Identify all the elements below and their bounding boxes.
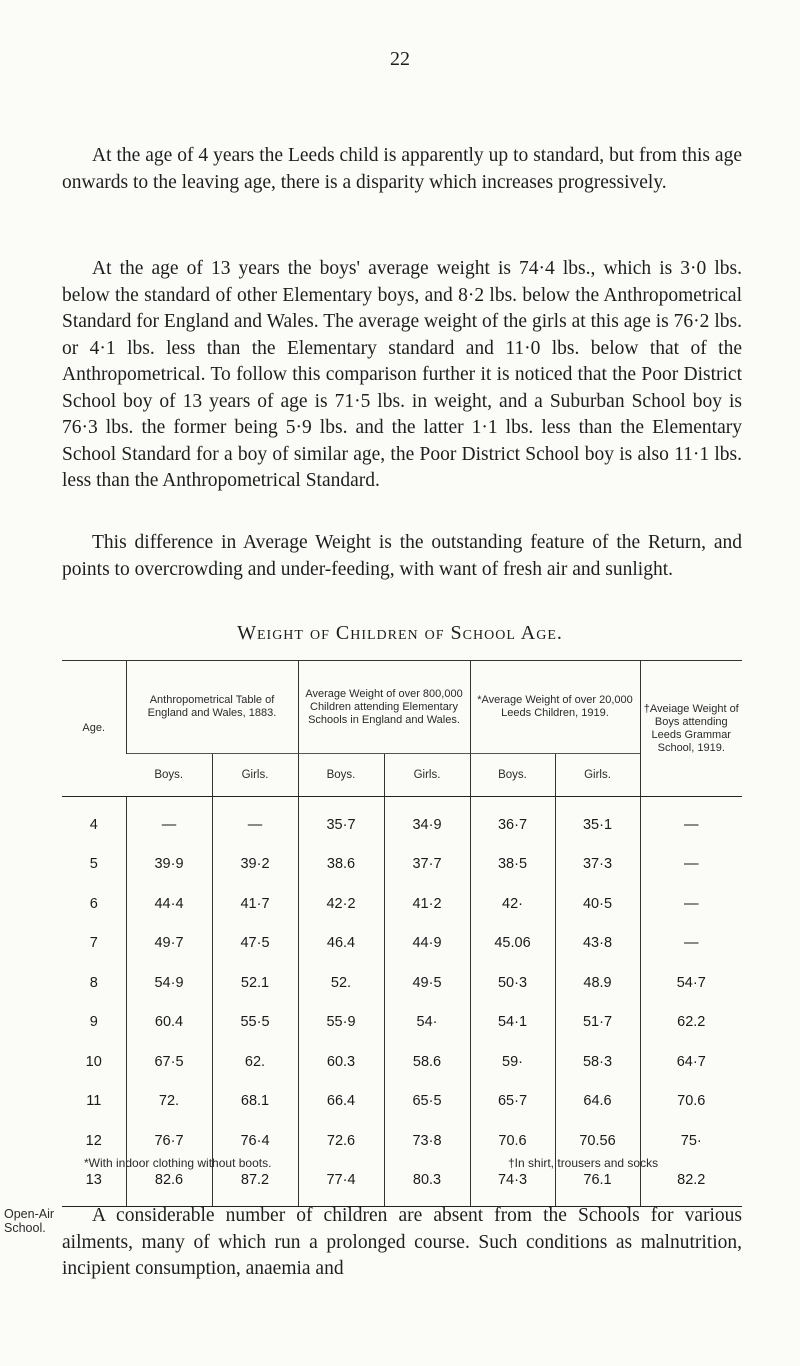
cell-leeds-girls: 58·3	[555, 1042, 640, 1082]
cell-anthro-boys: —	[126, 797, 212, 845]
cell-leeds-girls: 76.1	[555, 1161, 640, 1207]
header-age: Age.	[62, 661, 126, 797]
cell-leeds-girls: 37·3	[555, 845, 640, 885]
cell-leeds-girls: 51·7	[555, 1003, 640, 1043]
cell-grammar-boys: —	[640, 884, 742, 924]
table-row	[62, 797, 742, 845]
cell-leeds-boys: 74·3	[470, 1161, 555, 1207]
cell-grammar-boys: —	[640, 924, 742, 964]
cell-anthro-girls: 39·2	[212, 845, 298, 885]
cell-elementary-girls: 44·9	[384, 924, 470, 964]
cell-anthro-boys: 67·5	[126, 1042, 212, 1082]
cell-leeds-boys: 50·3	[470, 963, 555, 1003]
cell-anthro-boys: 76·7	[126, 1121, 212, 1161]
cell-age: 11	[86, 1093, 102, 1110]
cell-elementary-boys: 55·9	[298, 1003, 384, 1043]
cell-elementary-girls: 58.6	[384, 1042, 470, 1082]
cell-leeds-boys: 70.6	[470, 1121, 555, 1161]
cell-grammar-boys: 54·7	[640, 963, 742, 1003]
cell-leeds-boys: 59·	[470, 1042, 555, 1082]
cell-leeds-girls: 40·5	[555, 884, 640, 924]
cell-anthro-girls: 52.1	[212, 963, 298, 1003]
cell-leeds-boys: 42·	[470, 884, 555, 924]
table-row	[62, 845, 742, 885]
cell-elementary-girls: 41·2	[384, 884, 470, 924]
cell-anthro-girls: 68.1	[212, 1082, 298, 1122]
cell-elementary-girls: 73·8	[384, 1121, 470, 1161]
paragraph-age-13-weights: At the age of 13 years the boys' average weight is 74·4 lbs., which is 3·0 lbs. below the standard of other Elementary boys, and 8·2 lbs. below the Anthropometrical Standard for England and Wales. The average weight of the girls at this age is 76·2 lbs. or 4·1 lbs. less than the Elementary standard and 11·0 lbs. below that of the Anthropometrical. To follow this comparison further it is noticed that the Poor District School boy of 13 years of age is 71·5 lbs. in weight, and a Suburban School boy is 76·3 lbs. the former being 5·9 lbs. and the latter 1·1 lbs. less than the Elementary School Standard for a boy of similar age, the Poor District School boy is also 11·1 lbs. less than the Anthropometrical Standard.	[62, 258, 742, 491]
table-title: Weight of Children of School Age.	[237, 622, 563, 644]
cell-anthro-boys: 72.	[126, 1082, 212, 1122]
table-row	[62, 963, 742, 1003]
cell-elementary-boys: 35·7	[298, 797, 384, 845]
cell-anthro-boys: 39·9	[126, 845, 212, 885]
cell-leeds-girls: 43·8	[555, 924, 640, 964]
cell-age: 9	[89, 1014, 98, 1031]
cell-elementary-girls: 37·7	[384, 845, 470, 885]
cell-leeds-girls: 48.9	[555, 963, 640, 1003]
cell-grammar-boys: 82.2	[640, 1161, 742, 1207]
header-anthro-boys: Boys.	[126, 754, 212, 797]
cell-elementary-girls: 80.3	[384, 1161, 470, 1207]
table-row	[62, 924, 742, 964]
cell-leeds-boys: 54·1	[470, 1003, 555, 1043]
cell-leeds-boys: 38·5	[470, 845, 555, 885]
cell-age: 13	[62, 1161, 126, 1207]
cell-elementary-girls: 54·	[384, 1003, 470, 1043]
cell-elementary-boys: 52.	[298, 963, 384, 1003]
cell-age: 5	[89, 856, 98, 873]
cell-anthro-girls: 55·5	[212, 1003, 298, 1043]
cell-grammar-boys: —	[640, 797, 742, 845]
cell-leeds-girls: 70.56	[555, 1121, 640, 1161]
cell-grammar-boys: 62.2	[640, 1003, 742, 1043]
cell-anthro-girls: —	[212, 797, 298, 845]
table-row	[62, 884, 742, 924]
cell-elementary-girls: 65·5	[384, 1082, 470, 1122]
paragraph-leeds-child-standard: At the age of 4 years the Leeds child is apparently up to standard, but from this age onwards to the leaving age, there is a disparity which increases progressively.	[62, 145, 742, 193]
header-anthropometrical: Anthropometrical Table of England and Wales, 1883.	[126, 661, 298, 754]
cell-age: 8	[89, 974, 98, 991]
cell-anthro-girls: 47·5	[212, 924, 298, 964]
footnote-shirt-trousers: †In shirt, trousers and socks	[508, 1156, 659, 1170]
cell-anthro-girls: 76·4	[212, 1121, 298, 1161]
cell-anthro-girls: 87.2	[212, 1161, 298, 1207]
table-row	[62, 1121, 742, 1161]
header-anthro-girls: Girls.	[212, 754, 298, 797]
cell-age: 6	[89, 895, 98, 912]
cell-grammar-boys: —	[640, 845, 742, 885]
cell-elementary-boys: 72.6	[298, 1121, 384, 1161]
paragraph-absent-children: A considerable number of children are absent from the Schools for various ailments, many of which run a prolonged course. Such conditions as malnutrition, incipient consumption, anaemia and	[62, 1205, 742, 1279]
cell-leeds-boys: 36·7	[470, 797, 555, 845]
cell-anthro-boys: 82.6	[126, 1161, 212, 1207]
table-body	[62, 797, 742, 1207]
cell-age: 7	[89, 935, 98, 952]
table-row	[62, 1082, 742, 1122]
header-leeds-girls: Girls.	[555, 754, 640, 797]
cell-grammar-boys: 64·7	[640, 1042, 742, 1082]
cell-age: 10	[85, 1053, 102, 1070]
header-leeds-boys: Boys.	[470, 754, 555, 797]
page-number: 22	[390, 48, 410, 70]
cell-anthro-girls: 62.	[212, 1042, 298, 1082]
cell-elementary-boys: 66.4	[298, 1082, 384, 1122]
table-row	[62, 1042, 742, 1082]
table-row	[62, 1003, 742, 1043]
header-grammar-school: †Aveiage Weight of Boys attending Leeds Grammar School, 1919.	[640, 661, 742, 797]
cell-elementary-boys: 46.4	[298, 924, 384, 964]
cell-elementary-boys: 60.3	[298, 1042, 384, 1082]
header-elementary-girls: Girls.	[384, 754, 470, 797]
cell-grammar-boys: 70.6	[640, 1082, 742, 1122]
header-elementary: Average Weight of over 800,000 Children attending Elementary Schools in England and Wales.	[298, 661, 470, 754]
cell-leeds-girls: 35·1	[555, 797, 640, 845]
cell-leeds-girls: 64.6	[555, 1082, 640, 1122]
cell-age: 12	[85, 1132, 102, 1149]
cell-anthro-boys: 54·9	[126, 963, 212, 1003]
cell-leeds-boys: 65·7	[470, 1082, 555, 1122]
header-elementary-boys: Boys.	[298, 754, 384, 797]
cell-elementary-boys: 77·4	[298, 1161, 384, 1207]
cell-elementary-girls: 34·9	[384, 797, 470, 845]
weight-table-container	[62, 660, 742, 1207]
cell-anthro-girls: 41·7	[212, 884, 298, 924]
footnote-indoor-clothing: *With indoor clothing without boots.	[84, 1156, 272, 1170]
cell-grammar-boys: 75·	[640, 1121, 742, 1161]
cell-elementary-girls: 49·5	[384, 963, 470, 1003]
margin-note-open-air-school: Open-Air School.	[4, 1207, 55, 1235]
cell-anthro-boys: 44·4	[126, 884, 212, 924]
paragraph-outstanding-feature: This difference in Average Weight is the outstanding feature of the Return, and points to overcrowding and under-feeding, with want of fresh air and sunlight.	[62, 532, 742, 580]
cell-elementary-boys: 38.6	[298, 845, 384, 885]
header-leeds: *Average Weight of over 20,000 Leeds Children, 1919.	[470, 661, 640, 754]
cell-anthro-boys: 49·7	[126, 924, 212, 964]
cell-leeds-boys: 45.06	[470, 924, 555, 964]
weight-table	[62, 660, 742, 1207]
cell-age: 4	[89, 816, 98, 833]
cell-elementary-boys: 42·2	[298, 884, 384, 924]
cell-anthro-boys: 60.4	[126, 1003, 212, 1043]
